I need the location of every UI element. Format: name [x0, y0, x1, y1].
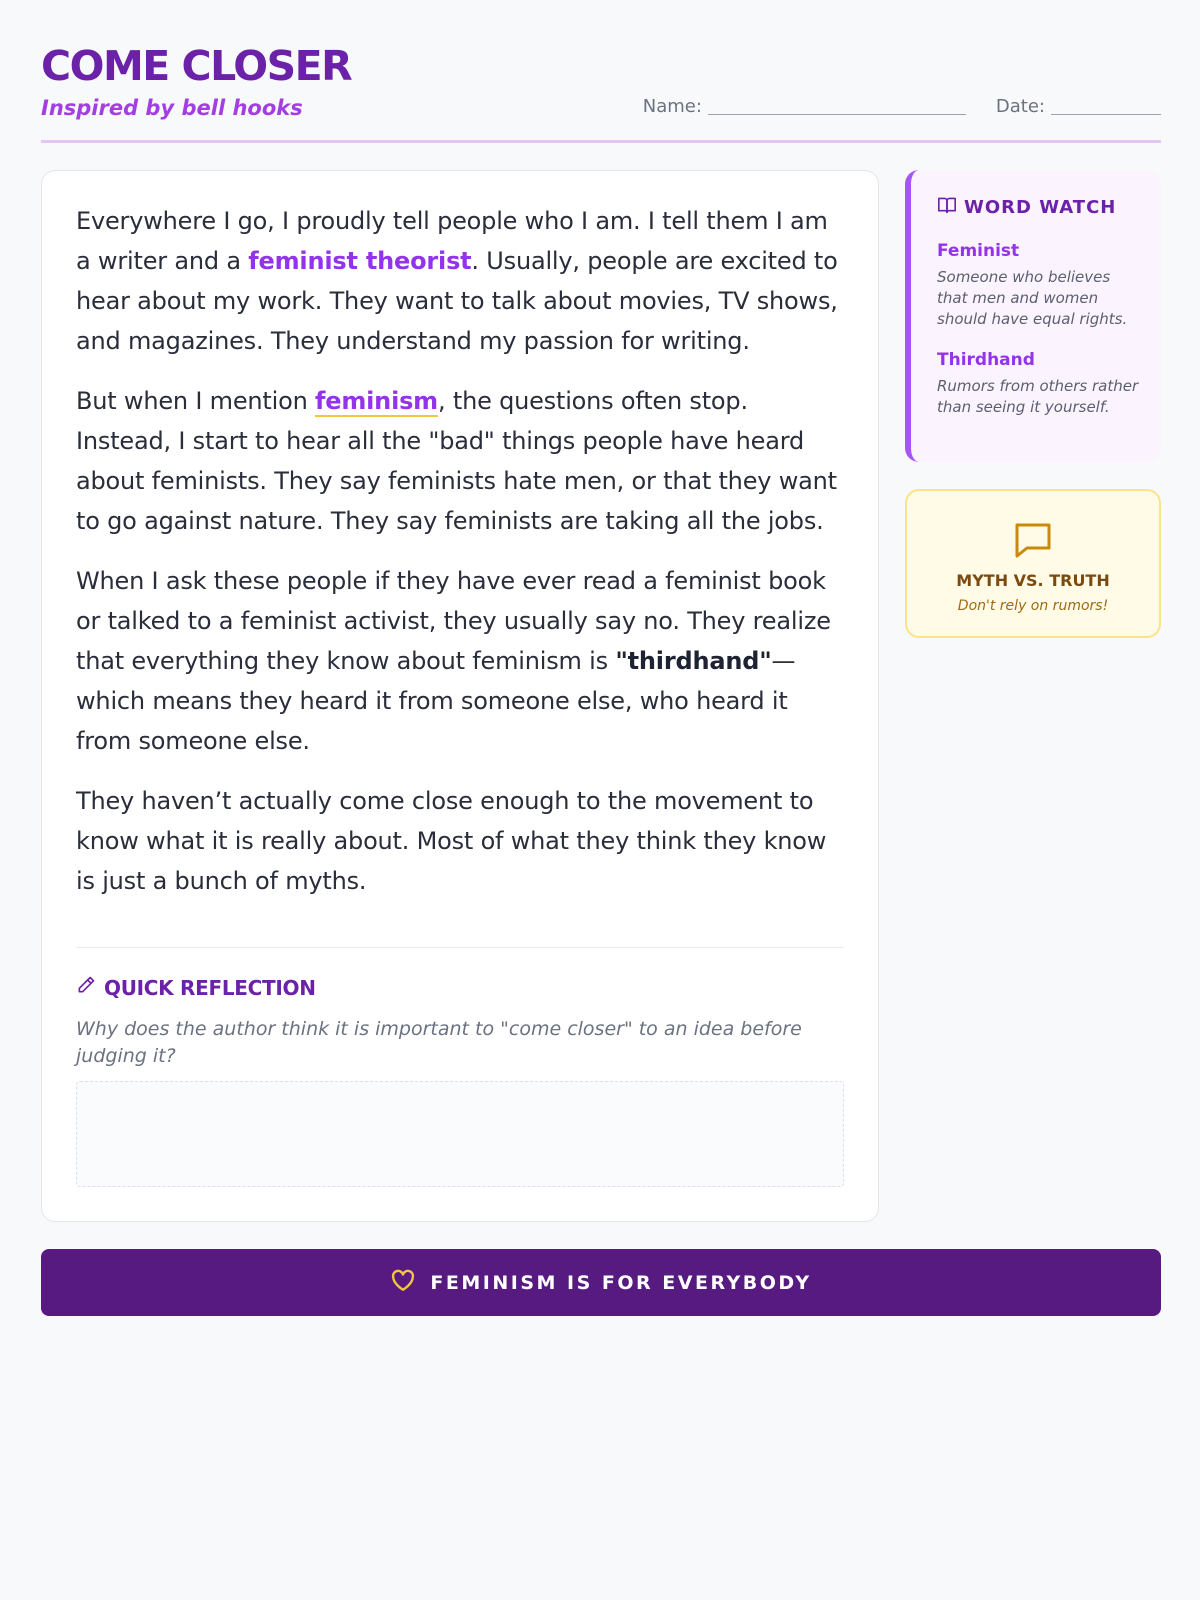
reflection-answer-box[interactable]	[76, 1081, 844, 1187]
p2-text-a: But when I mention	[76, 387, 316, 415]
word-watch-term: Feminist	[937, 241, 1020, 261]
word-watch-heading-text: WORD WATCH	[964, 197, 1117, 218]
book-icon	[937, 196, 957, 219]
reflection-heading-text: QUICK REFLECTION	[104, 975, 316, 1000]
paragraph-4: They haven’t actually come close enough to the movement to know what it is really about. Most of what they think they know is just a bunch of myths.	[76, 787, 827, 895]
page-subtitle: Inspired by bell hooks	[41, 96, 303, 120]
myth-title: MYTH VS. TRUTH	[956, 571, 1110, 590]
section-divider	[76, 947, 844, 948]
speech-bubble-icon	[907, 521, 1159, 563]
banner-text: FEMINISM IS FOR EVERYBODY	[430, 1271, 812, 1294]
reading-card	[41, 170, 879, 1222]
pencil-icon	[76, 975, 96, 1000]
reflection-heading	[76, 975, 316, 1000]
page-title: COME CLOSER	[41, 42, 352, 90]
header	[41, 0, 1161, 143]
word-watch-definition: Rumors from others rather than seeing it yourself.	[937, 377, 1139, 416]
date-line[interactable]	[1051, 97, 1161, 115]
name-label: Name:	[642, 96, 702, 117]
date-label: Date:	[995, 96, 1045, 117]
word-watch-definition: Someone who believes that men and women should have equal rights.	[937, 268, 1128, 328]
paragraph-2	[76, 381, 844, 541]
p3-text-a: When I ask these people if they have ever read a feminist book or talked to a feminist activist, they usually say no. They realize that everything they know about feminism is	[76, 567, 831, 675]
myth-truth-box	[905, 489, 1161, 638]
paragraph-3	[76, 561, 844, 761]
p1-text-a: Everywhere I go, I proudly tell people who I am. I tell them I am a writer and a	[76, 207, 828, 275]
word-watch-heading	[937, 196, 1139, 219]
p3-text-b: —which means they heard it from someone else, who heard it from someone else.	[76, 647, 796, 755]
word-watch-term: Thirdhand	[937, 350, 1035, 370]
term-thirdhand: "thirdhand"	[615, 647, 772, 675]
footer-banner	[41, 1249, 1161, 1316]
term-feminist-theorist: feminist theorist	[248, 247, 472, 275]
p1-text-b: . Usually, people are excited to hear about my work. They want to talk about movies, TV shows, and magazines. They understand my passion for writing.	[76, 247, 838, 355]
name-line[interactable]	[708, 97, 966, 115]
paragraph-1	[76, 201, 844, 361]
p2-text-b: , the questions often stop. Instead, I start to hear all the "bad" things people have heard about feminists. They say feminists hate men, or that they want to go against nature. They say feminists are taking all the jobs.	[76, 387, 837, 535]
heart-icon	[390, 1268, 416, 1297]
worksheet-page	[41, 0, 1161, 1294]
word-watch-panel	[905, 170, 1161, 462]
name-date-fields	[643, 96, 1161, 117]
term-feminism: feminism	[315, 387, 438, 415]
reflection-question: Why does the author think it is important to "come closer" to an idea before judging it?	[76, 1018, 802, 1067]
myth-subtitle: Don't rely on rumors!	[957, 598, 1109, 614]
